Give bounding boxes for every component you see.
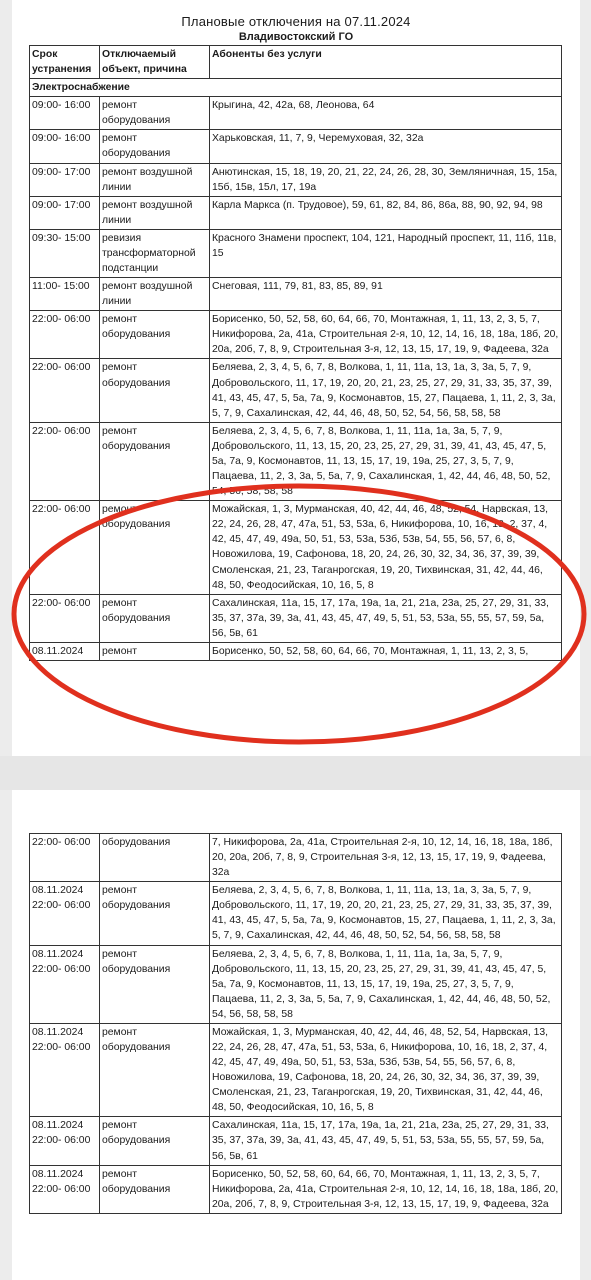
document-title: Плановые отключения на 07.11.2024 — [181, 14, 411, 29]
cell-reason: ревизия трансформаторной подстанции — [100, 229, 210, 277]
cell-addresses: Беляева, 2, 3, 4, 5, 6, 7, 8, Волкова, 1, 11, 11а, 1а, 3а, 5, 7, 9, Добровольского, 11, 13, 15, 20, 23, 25, 27, 29, 31, 39, 41, 43, 45, 47, 5, 5а, 7а, 9, Космонавтов, 11, 13, 15, 17, 19, 19а, 25, 27, 3, 5, 7, 9, Пацаева, 11, 2, 3, 3а, 5, 5а, 7, 9, Сахалинская, 1, 42, 44, 46, 48, 50, 52, 54, 56, 58, 58, 58 — [210, 945, 562, 1023]
table-row — [30, 359, 562, 422]
cell-addresses: Беляева, 2, 3, 4, 5, 6, 7, 8, Волкова, 1, 11, 11а, 13, 1а, 3, 3а, 5, 7, 9, Добровольского, 11, 17, 19, 20, 20, 21, 23, 25, 27, 29, 31, 33, 35, 37, 39, 41, 43, 45, 47, 5, 5а, 7а, 9, Космонавтов, 15, 27, Пацаева, 1, 11, 2, 3, 3а, 5, 7, 9, Сахалинская, 42, 44, 46, 48, 50, 52, 54, 56, 58, 58, 58 — [210, 882, 562, 945]
cell-reason: ремонт оборудования — [100, 1165, 210, 1213]
cell-addresses: Борисенко, 50, 52, 58, 60, 64, 66, 70, Монтажная, 1, 11, 13, 2, 3, 5, 7, Никифорова, 2а, 41а, Строительная 2-я, 10, 12, 14, 16, 18, 18а, 18б, 20, 20а, 20б, 7, 8, 9, Строительная 3-я, 12, 13, 15, 17, 19, 9, Фадеева, 32а — [210, 311, 562, 359]
cell-reason: ремонт оборудования — [100, 97, 210, 130]
table-row — [30, 945, 562, 1023]
cell-addresses: Снеговая, 111, 79, 81, 83, 85, 89, 91 — [210, 278, 562, 311]
cell-time: 22:00- 06:00 — [30, 834, 100, 882]
table-header-row — [30, 46, 562, 79]
cell-time: 22:00- 06:00 — [30, 594, 100, 642]
cell-reason: ремонт оборудования — [100, 311, 210, 359]
cell-addresses: Борисенко, 50, 52, 58, 60, 64, 66, 70, Монтажная, 1, 11, 13, 2, 3, 5, 7, Никифорова, 2а, 41а, Строительная 2-я, 10, 12, 14, 16, 18, 18а, 18б, 20, 20а, 20б, 7, 8, 9, Строительная 3-я, 12, 13, 15, 17, 19, 9, Фадеева, 32а — [210, 1165, 562, 1213]
cell-time: 09:00- 16:00 — [30, 130, 100, 163]
cell-addresses: Борисенко, 50, 52, 58, 60, 64, 66, 70, Монтажная, 1, 11, 13, 2, 3, 5, — [210, 642, 562, 660]
table-row — [30, 594, 562, 642]
cell-addresses: Можайская, 1, 3, Мурманская, 40, 42, 44, 46, 48, 52, 54, Нарвская, 13, 22, 24, 26, 28, 47, 47а, 51, 53, 53а, 6, Никифорова, 10, 16, 18, 2, 37, 4, 42, 45, 47, 49, 49а, 50, 51, 53, 53а, 53б, 53в, 54, 55, 56, 57, 6, 8, Новожилова, 19, Сафонова, 18, 20, 24, 26, 30, 32, 34, 36, 37, 39, 39, Смоленская, 21, 23, Таганрогская, 19, 20, Тихвинская, 31, 42, 44, 46, 48, 50, Феодосийская, 10, 16, 5, 8 — [210, 1023, 562, 1116]
table-row — [30, 1023, 562, 1116]
cell-reason: ремонт воздушной линии — [100, 278, 210, 311]
cell-addresses: Можайская, 1, 3, Мурманская, 40, 42, 44, 46, 48, 52, 54, Нарвская, 13, 22, 24, 26, 28, 47, 47а, 51, 53, 53а, 6, Никифорова, 10, 16, 18, 2, 37, 4, 42, 45, 47, 49, 49а, 50, 51, 53, 53а, 53б, 53в, 54, 55, 56, 57, 6, 8, Новожилова, 19, Сафонова, 18, 20, 24, 26, 30, 32, 34, 36, 37, 39, 39, Смоленская, 21, 23, Таганрогская, 19, 20, Тихвинская, 31, 42, 44, 46, 48, 50, Феодосийская, 10, 16, 5, 8 — [210, 501, 562, 594]
cell-time: 22:00- 06:00 — [30, 501, 100, 594]
table-row — [30, 130, 562, 163]
cell-addresses: Харьковская, 11, 7, 9, Черемуховая, 32, 32а — [210, 130, 562, 163]
column-header-subscribers: Абоненты без услуги — [210, 46, 562, 79]
table-row — [30, 1117, 562, 1165]
table-row — [30, 229, 562, 277]
cell-time: 09:30- 15:00 — [30, 229, 100, 277]
cell-reason: ремонт воздушной линии — [100, 163, 210, 196]
outage-table — [29, 45, 562, 661]
table-row — [30, 834, 562, 882]
document-page-2 — [12, 790, 580, 1280]
cell-addresses: Крыгина, 42, 42а, 68, Леонова, 64 — [210, 97, 562, 130]
cell-reason: ремонт оборудования — [100, 945, 210, 1023]
table-row — [30, 278, 562, 311]
cell-addresses: 7, Никифорова, 2а, 41а, Строительная 2-я, 10, 12, 14, 16, 18, 18а, 18б, 20, 20а, 20б, 7, 8, 9, Строительная 3-я, 12, 13, 15, 17, 19, 9, Фадеева, 32а — [210, 834, 562, 882]
cell-addresses: Беляева, 2, 3, 4, 5, 6, 7, 8, Волкова, 1, 11, 11а, 1а, 3а, 5, 7, 9, Добровольского, 11, 13, 15, 20, 23, 25, 27, 29, 31, 39, 41, 43, 45, 47, 5, 5а, 7а, 9, Космонавтов, 11, 13, 15, 17, 19, 19а, 25, 27, 3, 5, 7, 9, Пацаева, 11, 2, 3, 3а, 5, 5а, 7, 9, Сахалинская, 1, 42, 44, 46, 48, 50, 52, 54, 56, 58, 58, 58 — [210, 422, 562, 500]
cell-reason: ремонт воздушной линии — [100, 196, 210, 229]
cell-reason: ремонт оборудования — [100, 130, 210, 163]
cell-reason: ремонт оборудования — [100, 501, 210, 594]
cell-time: 08.11.2024 22:00- 06:00 — [30, 1117, 100, 1165]
cell-time: 22:00- 06:00 — [30, 311, 100, 359]
cell-addresses: Карла Маркса (п. Трудовое), 59, 61, 82, 84, 86, 86а, 88, 90, 92, 94, 98 — [210, 196, 562, 229]
table-row — [30, 163, 562, 196]
cell-time: 08.11.2024 22:00- 06:00 — [30, 882, 100, 945]
table-row — [30, 422, 562, 500]
cell-time: 08.11.2024 22:00- 06:00 — [30, 1165, 100, 1213]
cell-addresses: Красного Знамени проспект, 104, 121, Народный проспект, 11, 11б, 11в, 15 — [210, 229, 562, 277]
cell-time: 09:00- 17:00 — [30, 196, 100, 229]
cell-time: 09:00- 17:00 — [30, 163, 100, 196]
document-page-1 — [12, 0, 580, 756]
column-header-time: Срок устранения — [30, 46, 100, 79]
cell-addresses: Беляева, 2, 3, 4, 5, 6, 7, 8, Волкова, 1, 11, 11а, 13, 1а, 3, 3а, 5, 7, 9, Добровольского, 11, 17, 19, 20, 20, 21, 23, 25, 27, 29, 31, 33, 35, 37, 39, 41, 43, 45, 47, 5, 5а, 7а, 9, Космонавтов, 15, 27, Пацаева, 1, 11, 2, 3, 3а, 5, 7, 9, Сахалинская, 42, 44, 46, 48, 50, 52, 54, 56, 58, 58, 58 — [210, 359, 562, 422]
cell-time: 09:00- 16:00 — [30, 97, 100, 130]
table-row — [30, 501, 562, 594]
cell-reason: ремонт оборудования — [100, 882, 210, 945]
table-row — [30, 196, 562, 229]
cell-reason: ремонт оборудования — [100, 359, 210, 422]
cell-time: 11:00- 15:00 — [30, 278, 100, 311]
table-row — [30, 882, 562, 945]
cell-reason: ремонт — [100, 642, 210, 660]
table-row — [30, 311, 562, 359]
cell-reason: ремонт оборудования — [100, 1117, 210, 1165]
table-row — [30, 1165, 562, 1213]
cell-reason: оборудования — [100, 834, 210, 882]
cell-addresses: Сахалинская, 11а, 15, 17, 17а, 19а, 1а, 21, 21а, 23а, 25, 27, 29, 31, 33, 35, 37, 37а, 39, 3а, 41, 43, 45, 47, 49, 5, 51, 53, 53а, 55, 55, 57, 59, 5а, 56, 5в, 61 — [210, 1117, 562, 1165]
column-header-object: Отключаемый объект, причина — [100, 46, 210, 79]
cell-reason: ремонт оборудования — [100, 422, 210, 500]
section-title: Электроснабжение — [30, 79, 562, 97]
cell-time: 08.11.2024 22:00- 06:00 — [30, 945, 100, 1023]
page-gap — [0, 756, 591, 790]
cell-reason: ремонт оборудования — [100, 1023, 210, 1116]
document-subtitle: Владивостокский ГО — [238, 31, 354, 43]
cell-addresses: Сахалинская, 11а, 15, 17, 17а, 19а, 1а, 21, 21а, 23а, 25, 27, 29, 31, 33, 35, 37, 37а, 39, 3а, 41, 43, 45, 47, 49, 5, 51, 53, 53а, 55, 55, 57, 59, 5а, 56, 5в, 61 — [210, 594, 562, 642]
cell-time: 08.11.2024 22:00- 06:00 — [30, 1023, 100, 1116]
cell-time: 08.11.2024 — [30, 642, 100, 660]
section-row — [30, 79, 562, 97]
cell-time: 22:00- 06:00 — [30, 359, 100, 422]
table-row — [30, 97, 562, 130]
cell-addresses: Анютинская, 15, 18, 19, 20, 21, 22, 24, 26, 28, 30, Земляничная, 15, 15а, 15б, 15в, 15л, 17, 19а — [210, 163, 562, 196]
table-row — [30, 642, 562, 660]
cell-reason: ремонт оборудования — [100, 594, 210, 642]
outage-table-continued — [29, 833, 562, 1214]
cell-time: 22:00- 06:00 — [30, 422, 100, 500]
